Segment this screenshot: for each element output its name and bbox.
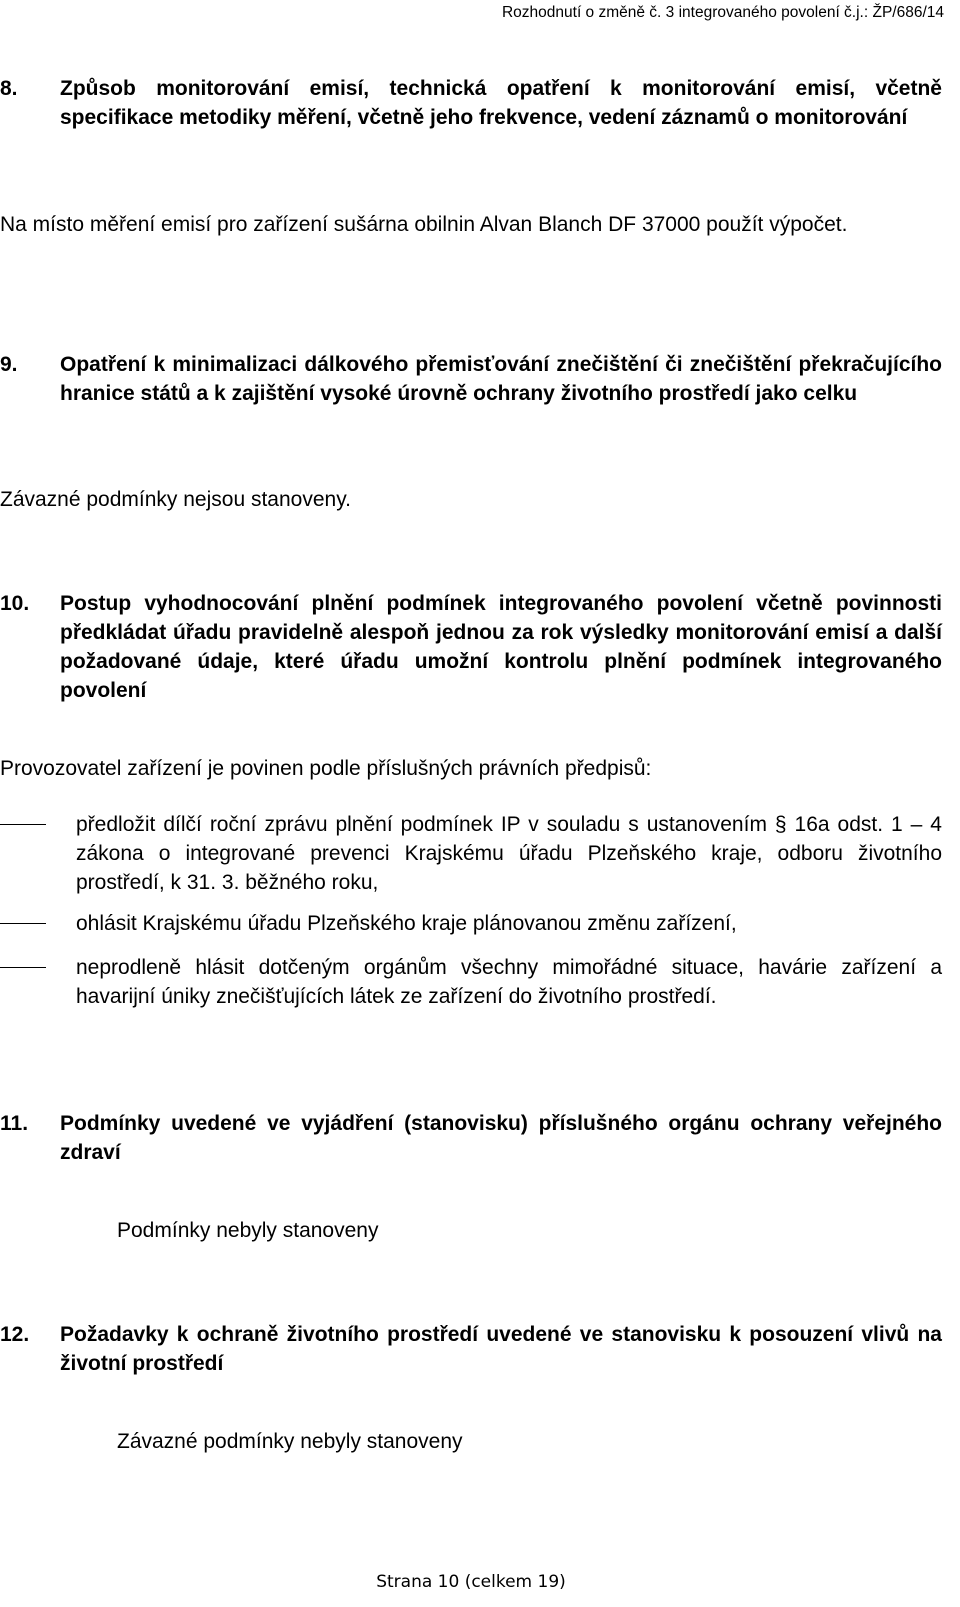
list-item-text: ohlásit Krajskému úřadu Plzeňského kraje plánovanou změnu zařízení, [76,912,737,935]
section-9-heading [0,350,942,408]
section-heading-text: Podmínky uvedené ve vyjádření (stanovisku) příslušného orgánu ochrany veřejného zdraví [60,1112,942,1164]
section-10 [0,589,942,705]
list-item [0,953,942,1011]
section-10-text: Provozovatel zařízení je povinen podle příslušných právních předpisů: [0,757,652,780]
section-11 [0,1109,942,1167]
section-number: 8. [0,77,18,100]
section-8-text: Na místo měření emisí pro zařízení sušárna obilnin Alvan Blanch DF 37000 použít výpočet. [0,213,848,236]
section-12-heading [0,1320,942,1378]
document-reference-header: Rozhodnutí o změně č. 3 integrovaného povolení č.j.: ŽP/686/14 [501,4,944,21]
section-9-text: Závazné podmínky nejsou stanoveny. [0,488,351,511]
section-12-text: Závazné podmínky nebyly stanoveny [117,1430,463,1453]
obligations-list [0,810,942,1011]
section-heading-text: Opatření k minimalizaci dálkového přemisťování znečištění či znečištění překračujícího hranice států a k zajištění vysoké úrovně ochrany životního prostředí jako celku [60,353,942,405]
section-11-heading [0,1109,942,1167]
section-8-heading [0,74,942,132]
section-8 [0,74,942,132]
section-9 [0,350,942,408]
list-item-text: neprodleně hlásit dotčeným orgánům všechny mimořádné situace, havárie zařízení a havarijní úniky znečišťujících látek ze zařízení do životního prostředí. [76,956,942,1008]
list-item [0,810,942,897]
section-number: 10. [0,592,30,615]
section-number: 9. [0,353,18,376]
section-number: 12. [0,1323,30,1346]
list-item-text: předložit dílčí roční zprávu plnění podmínek IP v souladu s ustanovením § 16a odst. 1 – 4 zákona o integrované prevenci Krajskému úřadu Plzeňského kraje, odboru životního prostředí, k 31. 3. běžného roku, [76,813,942,894]
section-heading-text: Způsob monitorování emisí, technická opatření k monitorování emisí, včetně specifikace metodiky měření, včetně jeho frekvence, vedení záznamů o monitorování [60,77,942,129]
section-11-text: Podmínky nebyly stanoveny [117,1219,379,1242]
section-12 [0,1320,942,1378]
section-heading-text: Požadavky k ochraně životního prostředí uvedené ve stanovisku k posouzení vlivů na životní prostředí [60,1323,942,1375]
section-number: 11. [0,1112,29,1135]
section-heading-text: Postup vyhodnocování plnění podmínek integrovaného povolení včetně povinnosti předkládat úřadu pravidelně alespoň jednou za rok výsledky monitorování emisí a další požadované údaje, které úřadu umožní kontrolu plnění podmínek integrovaného povolení [60,592,942,702]
section-10-heading [0,589,942,705]
list-item [0,909,942,938]
page-number-footer: Strana 10 (celkem 19) [376,1572,566,1592]
